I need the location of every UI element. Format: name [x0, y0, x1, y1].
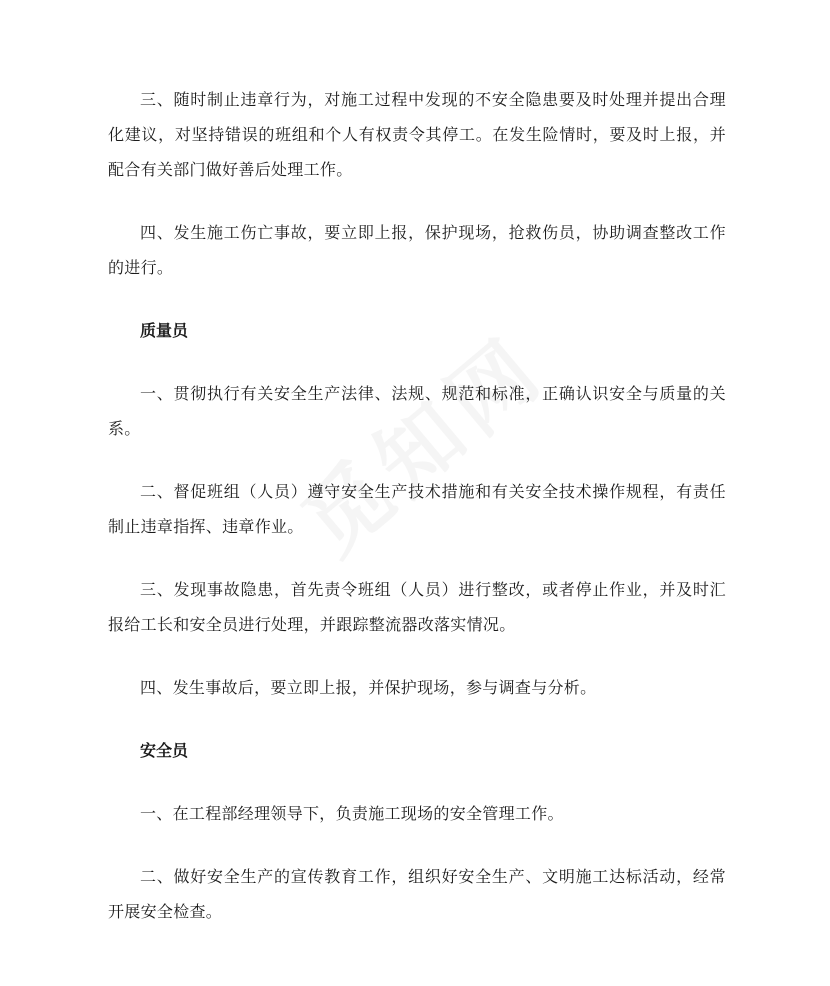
section-heading-quality: 质量员: [140, 321, 189, 340]
section-heading-safety: 安全员: [140, 741, 189, 760]
quality-item-3: 三、发现事故隐患，首先责令班组（人员）进行整改，或者停止作业，并及时汇报给工长和安全员进行处理，并跟踪整流器改落实情况。: [108, 580, 726, 634]
safety-item-2: 二、做好安全生产的宣传教育工作，组织好安全生产、文明施工达标活动，经常开展安全检查。: [108, 867, 726, 921]
paragraph-item-3: 三、随时制止违章行为，对施工过程中发现的不安全隐患要及时处理并提出合理化建议，对坚持错误的班组和个人有权责令其停工。在发生险情时，要及时上报，并配合有关部门做好善后处理工作。: [108, 90, 726, 179]
safety-item-1: 一、在工程部经理领导下，负责施工现场的安全管理工作。: [140, 804, 564, 823]
document-body: [108, 82, 726, 929]
quality-item-4: 四、发生事故后，要立即上报，并保护现场，参与调查与分析。: [140, 678, 597, 697]
paragraph-item-4: 四、发生施工伤亡事故，要立即上报，保护现场，抢救伤员，协助调查整改工作的进行。: [108, 223, 726, 277]
quality-item-1: 一、贯彻执行有关安全生产法律、法规、规范和标准，正确认识安全与质量的关系。: [108, 384, 726, 438]
quality-item-2: 二、督促班组（人员）遵守安全生产技术措施和有关安全技术操作规程，有责任制止违章指挥、违章作业。: [108, 482, 726, 536]
